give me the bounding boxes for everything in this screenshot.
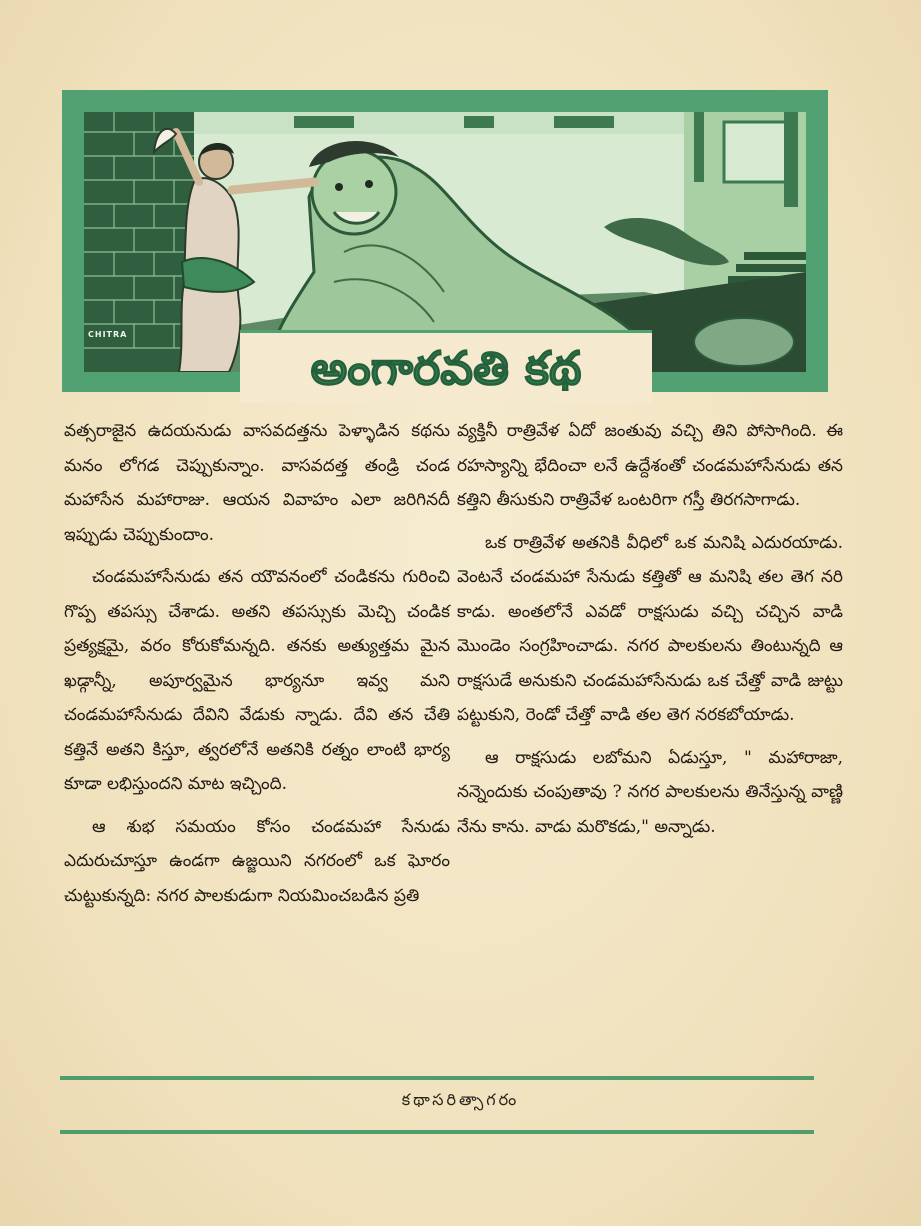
paragraph: వ్యక్తినీ రాత్రివేళ ఏదో జంతువు వచ్చి తిని పోసాగింది. ఈ రహస్యాన్ని భేదించా లనే ఉద్దేశంతో చండమహాసేనుడు తన కత్తిని తీసుకుని రాత్రివేళ ఒంటరిగా గస్తీ తిరగసాగాడు. xyxy=(457,421,843,510)
footer-top-rule xyxy=(60,1076,814,1080)
paragraph: ఆ శుభ సమయం కోసం చండమహా సేనుడు ఎదురుచూస్తూ ఉండగా ఉజ్జయిని నగరంలో ఒక ఘోరం చుట్టుకున్నది: నగర పాలకుడుగా నియమించబడిన ప్రతి xyxy=(64,816,450,906)
title-box xyxy=(240,330,652,403)
artist-signature: CHITRA xyxy=(88,330,128,339)
footer-series-label: కథాసరిత్సాగరం xyxy=(401,1090,520,1109)
left-column xyxy=(64,414,450,921)
right-column xyxy=(457,414,843,852)
story-title: అంగారవతి కథ xyxy=(310,341,582,395)
paragraph: చండమహాసేనుడు తన యౌవనంలో చండికను గురించి గొప్ప తపస్సు చేశాడు. అతని తపస్సుకు మెచ్చి చండిక ప్రత్యక్షమై, వరం కోరుకోమన్నది. తనకు అత్యుత్తమ మైన ఖడ్గాన్నీ, అపూర్వమైన భార్యనూ ఇవ్వ మని చండమహాసేనుడు దేవిని వేడుకు న్నాడు. దేవి తన చేతి కత్తినే అతని కిస్తూ, త్వరలోనే అతనికి రత్నం లాంటి భార్య కూడా లభిస్తుందని మాట ఇచ్చింది. xyxy=(64,567,450,794)
paragraph: ఆ రాక్షసుడు లబోమని ఏడుస్తూ, " మహారాజా, నన్నెందుకు చంపుతావు ? నగర పాలకులను తినేస్తున్న వాణ్ణి నేను కాను. వాడు మరొకడు," అన్నాడు. xyxy=(457,747,843,837)
footer-bottom-rule xyxy=(60,1130,814,1134)
paragraph: వత్సరాజైన ఉదయనుడు వాసవదత్తను పెళ్ళాడిన కథను మనం లోగడ చెప్పుకున్నాం. వాసవదత్త తండ్రి చండ మహాసేన మహారాజు. ఆయన వివాహం ఎలా జరిగినదీ ఇప్పుడు చెప్పుకుందాం. xyxy=(64,421,450,545)
paragraph: ఒక రాత్రివేళ అతనికి వీధిలో ఒక మనిషి ఎదురయాడు. వెంటనే చండమహా సేనుడు కత్తితో ఆ మనిషి తల తెగ నరి కాడు. అంతలోనే ఎవడో రాక్షసుడు వచ్చి చచ్చిన వాడి మొండెం సంగ్రహించాడు. నగర పాలకులను తింటున్నది ఆ రాక్షసుడే అనుకుని చండమహాసేనుడు ఒక చేత్తో వాడి జుట్టు పట్టుకుని, రెండో చేత్తో వాడి తల తెగ నరకబోయాడు. xyxy=(457,532,843,725)
